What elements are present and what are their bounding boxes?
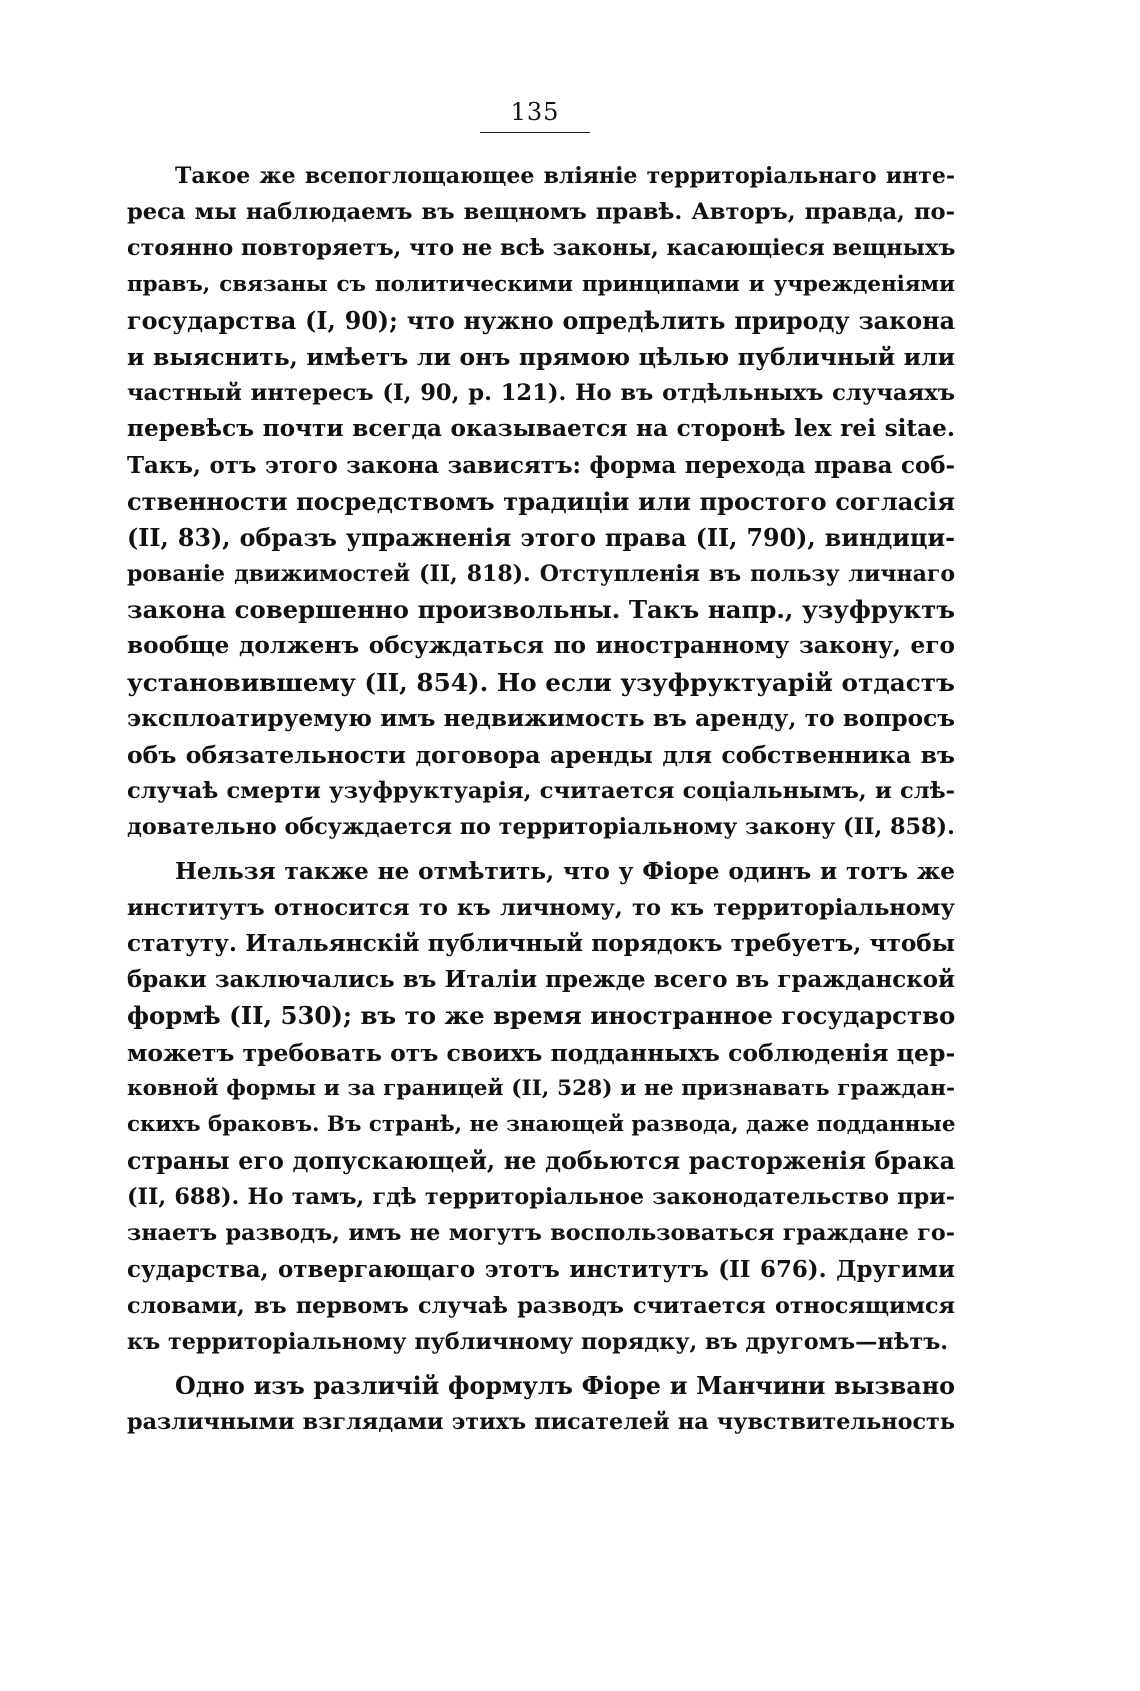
- text-line: ственности посредствомъ традиціи или простого согласія: [127, 486, 955, 516]
- text-line: словами, въ первомъ случаѣ разводъ считается относящимся: [127, 1292, 955, 1319]
- text-line: Одно изъ различій формулъ Фіоре и Манчини вызвано: [175, 1372, 955, 1401]
- text-line: къ территоріальному публичному порядку, въ другомъ—нѣтъ.: [127, 1329, 949, 1355]
- text-line: страны его допускающей, не добьются расторженія брака: [127, 1147, 955, 1176]
- text-line: (II, 83), образъ упражненія этого права (II, 790), виндици-: [127, 523, 955, 552]
- text-line: правъ, связаны съ политическими принципами и учрежденіями: [127, 271, 955, 297]
- text-line: статуту. Итальянскій публичный порядокъ требуетъ, чтобы: [127, 929, 955, 957]
- page-number: 135: [480, 98, 590, 133]
- text-line: браки заключались въ Италіи прежде всего въ гражданской: [127, 966, 955, 994]
- text-line: различными взглядами этихъ писателей на чувствительность: [127, 1409, 955, 1436]
- text-line: (II, 688). Но тамъ, гдѣ территоріальное законодательство при-: [127, 1184, 955, 1211]
- text-line: установившему (II, 854). Но если узуфруктуарій отдастъ: [127, 667, 955, 697]
- text-line: можетъ требовать отъ своихъ подданныхъ соблюденія цер-: [127, 1038, 956, 1067]
- text-line: закона совершенно произвольны. Такъ напр., узуфруктъ: [127, 595, 955, 625]
- text-line: Такое же всепоглощающее вліяніе территоріальнаго инте-: [175, 163, 955, 189]
- text-line: Такъ, отъ этого закона зависятъ: форма перехода права соб-: [127, 451, 955, 479]
- text-line: и выяснить, имѣетъ ли онъ прямою цѣлью публичный или: [127, 342, 955, 371]
- text-line: вообще долженъ обсуждаться по иностранному закону, его: [127, 632, 955, 660]
- text-line: Нельзя также не отмѣтить, что у Фіоре одинъ и тотъ же: [175, 857, 955, 885]
- paragraph: [127, 854, 955, 1361]
- text-line: перевѣсъ почти всегда оказывается на сторонѣ lex rei sitae.: [127, 415, 955, 443]
- paragraph-gap: [127, 846, 955, 854]
- text-line: довательно обсуждается по территоріальному закону (II, 858).: [127, 814, 955, 841]
- text-line: знаетъ разводъ, имъ не могутъ воспользоваться граждане го-: [127, 1220, 955, 1247]
- text-line: объ обязательности договора аренды для собственника въ: [127, 741, 955, 769]
- text-line: ковной формы и за границей (II, 528) и не признавать граждан-: [127, 1075, 955, 1101]
- text-line: государства (I, 90); что нужно опредѣлить природу закона: [127, 306, 955, 335]
- text-line: рованіе движимостей (II, 818). Отступленія въ пользу личнаго: [127, 561, 955, 588]
- text-line: стоянно повторяетъ, что не всѣ законы, касающіеся вещныхъ: [127, 235, 956, 262]
- text-line: сударства, отвергающаго этотъ институтъ (II 676). Другими: [127, 1255, 955, 1283]
- paragraph-gap: [127, 1360, 955, 1368]
- text-line: реса мы наблюдаемъ въ вещномъ правѣ. Авторъ, правда, по-: [127, 199, 955, 226]
- paragraph: [127, 1368, 955, 1440]
- text-line: эксплоатируемую имъ недвижимость въ аренду, то вопросъ: [127, 704, 955, 732]
- body-text: [127, 158, 955, 1441]
- text-line: случаѣ смерти узуфруктуарія, считается соціальнымъ, и слѣ-: [127, 778, 955, 805]
- text-line: институтъ относится то къ личному, то къ территоріальному: [127, 894, 955, 921]
- text-line: формѣ (II, 530); въ то же время иностранное государство: [127, 1001, 956, 1031]
- text-line: скихъ браковъ. Въ странѣ, не знающей развода, даже подданные: [127, 1111, 956, 1137]
- text-line: частный интересъ (I, 90, p. 121). Но въ отдѣльныхъ случаяхъ: [127, 380, 955, 407]
- paragraph: [127, 158, 955, 846]
